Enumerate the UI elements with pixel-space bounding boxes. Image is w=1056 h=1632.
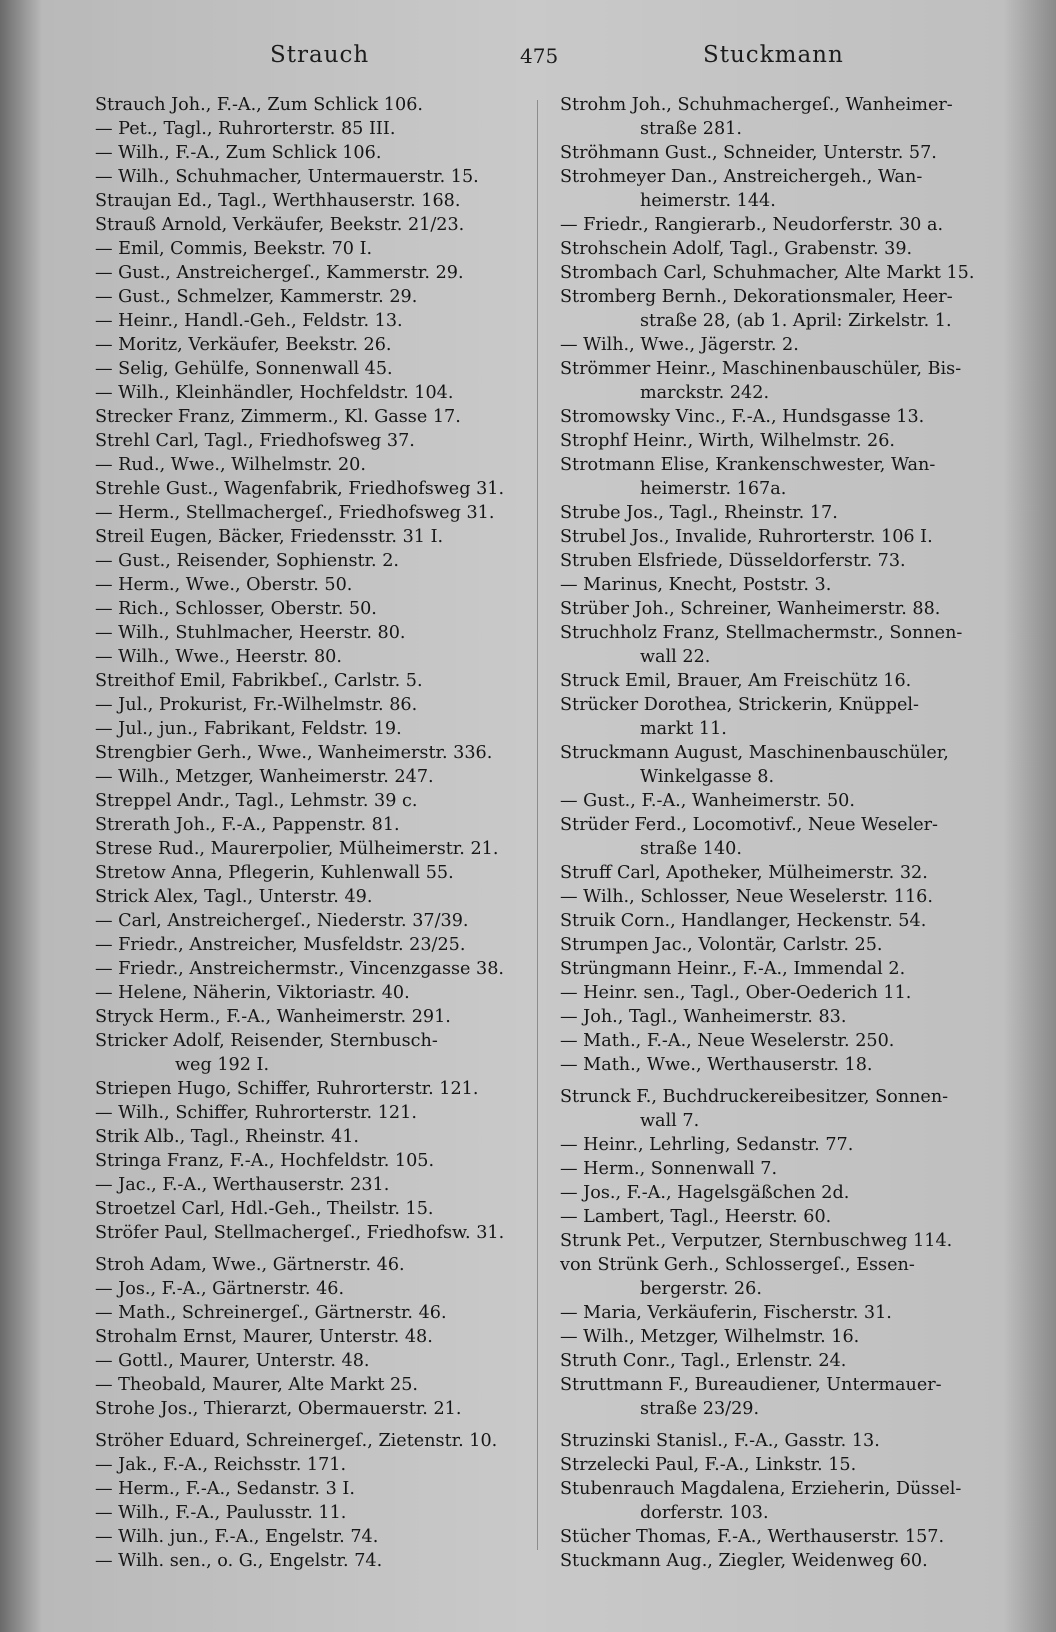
- directory-entry: [95, 765, 525, 789]
- directory-entry: [95, 357, 525, 381]
- directory-entry: [560, 1301, 990, 1325]
- entry-text: — Helene, Näherin, Viktoriastr. 40.: [95, 983, 410, 1003]
- entry-text: Strohmeyer Dan., Anstreichergeh., Wan-: [560, 167, 923, 187]
- entry-text: Stücher Thomas, F.-A., Werthauserstr. 157.: [560, 1527, 945, 1547]
- directory-entry: [95, 1501, 525, 1525]
- entry-text: — Gottl., Maurer, Unterstr. 48.: [95, 1351, 370, 1371]
- entry-text: — Friedr., Anstreicher, Musfeldstr. 23/25.: [95, 935, 466, 955]
- directory-entry: [95, 1277, 525, 1301]
- directory-entry: [95, 861, 525, 885]
- entry-continuation: markt 11.: [640, 719, 727, 739]
- entry-text: — Wilh. sen., o. G., Engelstr. 74.: [95, 1551, 383, 1571]
- directory-entry: [95, 1325, 525, 1349]
- entry-text: — Gust., Schmelzer, Kammerstr. 29.: [95, 287, 418, 307]
- directory-entry: [560, 1373, 990, 1421]
- entry-text: Striepen Hugo, Schiffer, Ruhrorterstr. 121.: [95, 1079, 479, 1099]
- entry-text: — Gust., Reisender, Sophienstr. 2.: [95, 551, 399, 571]
- directory-entry: [95, 933, 525, 957]
- directory-entry: [95, 549, 525, 573]
- entry-text: — Wilh. jun., F.-A., Engelstr. 74.: [95, 1527, 379, 1547]
- page-number: 475: [520, 44, 559, 68]
- directory-entry: [560, 1085, 990, 1133]
- directory-entry: [560, 789, 990, 813]
- directory-entry: [560, 501, 990, 525]
- directory-entry: [95, 141, 525, 165]
- directory-entry: [95, 237, 525, 261]
- directory-entry: [95, 261, 525, 285]
- entry-text: von Strünk Gerh., Schlossergeſ., Essen-: [560, 1255, 915, 1275]
- entry-text: — Wilh., F.-A., Zum Schlick 106.: [95, 143, 382, 163]
- entry-text: Stubenrauch Magdalena, Erzieherin, Düssel-: [560, 1479, 962, 1499]
- entry-continuation: straße 281.: [640, 119, 742, 139]
- entry-text: — Rich., Schlosser, Oberstr. 50.: [95, 599, 377, 619]
- directory-entry: [95, 525, 525, 549]
- directory-entry: [95, 1429, 525, 1453]
- directory-entry: [95, 645, 525, 669]
- entry-text: Struth Conr., Tagl., Erlenstr. 24.: [560, 1351, 847, 1371]
- directory-entry: [560, 1157, 990, 1181]
- entry-text: — Jak., F.-A., Reichsstr. 171.: [95, 1455, 347, 1475]
- entry-continuation: wall 22.: [640, 647, 711, 667]
- directory-entry: [560, 213, 990, 237]
- entry-text: Strophf Heinr., Wirth, Wilhelmstr. 26.: [560, 431, 896, 451]
- entry-text: — Maria, Verkäuferin, Fischerstr. 31.: [560, 1303, 892, 1323]
- directory-entry: [560, 957, 990, 981]
- directory-entry: [560, 621, 990, 669]
- directory-entry: [560, 165, 990, 213]
- directory-entry: [95, 1301, 525, 1325]
- directory-entry: [95, 741, 525, 765]
- directory-entry: [95, 813, 525, 837]
- directory-entry: [560, 141, 990, 165]
- entry-text: Strücker Dorothea, Strickerin, Knüppel-: [560, 695, 919, 715]
- directory-entry: [95, 1029, 525, 1077]
- directory-entry: [95, 1397, 525, 1421]
- entry-text: Strunck F., Buchdruckereibesitzer, Sonnen-: [560, 1087, 949, 1107]
- entry-text: Strik Alb., Tagl., Rheinstr. 41.: [95, 1127, 359, 1147]
- entry-continuation: wall 7.: [640, 1111, 700, 1131]
- entry-text: — Moritz, Verkäufer, Beekstr. 26.: [95, 335, 392, 355]
- entry-text: Struttmann F., Bureaudiener, Untermauer-: [560, 1375, 942, 1395]
- entry-text: Strömmer Heinr., Maschinenbauschüler, Bis-: [560, 359, 962, 379]
- directory-entry: [95, 717, 525, 741]
- directory-entry: [95, 1197, 525, 1221]
- entry-text: Strumpen Jac., Volontär, Carlstr. 25.: [560, 935, 883, 955]
- directory-entry: [560, 1181, 990, 1205]
- directory-entry: [95, 573, 525, 597]
- entry-continuation: heimerstr. 167a.: [640, 479, 787, 499]
- entry-text: Strüngmann Heinr., F.-A., Immendal 2.: [560, 959, 906, 979]
- directory-entry: [560, 1205, 990, 1229]
- directory-entry: [95, 1125, 525, 1149]
- directory-entry: [560, 1525, 990, 1549]
- directory-entry: [95, 885, 525, 909]
- directory-entry: [95, 621, 525, 645]
- entry-text: — Emil, Commis, Beekstr. 70 I.: [95, 239, 373, 259]
- entry-text: Strick Alex, Tagl., Unterstr. 49.: [95, 887, 373, 907]
- entry-text: — Wilh., Schuhmacher, Untermauerstr. 15.: [95, 167, 479, 187]
- entry-text: — Selig, Gehülfe, Sonnenwall 45.: [95, 359, 393, 379]
- directory-entry: [95, 1221, 525, 1245]
- directory-entry: [95, 789, 525, 813]
- directory-entry: [95, 381, 525, 405]
- entry-text: — Jac., F.-A., Werthauserstr. 231.: [95, 1175, 390, 1195]
- entry-text: — Rud., Wwe., Wilhelmstr. 20.: [95, 455, 366, 475]
- directory-entry: [95, 501, 525, 525]
- directory-entry: [95, 669, 525, 693]
- entry-text: Streil Eugen, Bäcker, Friedensstr. 31 I.: [95, 527, 444, 547]
- entry-text: — Jul., jun., Fabrikant, Feldstr. 19.: [95, 719, 402, 739]
- entry-text: — Lambert, Tagl., Heerstr. 60.: [560, 1207, 832, 1227]
- entry-text: Strunk Pet., Verputzer, Sternbuschweg 114.: [560, 1231, 953, 1251]
- directory-entry: [95, 1349, 525, 1373]
- directory-entry: [560, 741, 990, 789]
- entry-text: Straujan Ed., Tagl., Werthhauserstr. 168.: [95, 191, 461, 211]
- entry-text: Stricker Adolf, Reisender, Sternbusch-: [95, 1031, 438, 1051]
- entry-text: — Jos., F.-A., Gärtnerstr. 46.: [95, 1279, 345, 1299]
- directory-entry: [95, 405, 525, 429]
- entry-text: Strüber Joh., Schreiner, Wanheimerstr. 88.: [560, 599, 941, 619]
- entry-text: — Marinus, Knecht, Poststr. 3.: [560, 575, 832, 595]
- directory-entry: [95, 1005, 525, 1029]
- directory-entry: [560, 573, 990, 597]
- entry-text: Strüder Ferd., Locomotivf., Neue Weseler-: [560, 815, 938, 835]
- entry-text: Stroh Adam, Wwe., Gärtnerstr. 46.: [95, 1255, 405, 1275]
- entry-text: Ströher Eduard, Schreinergeſ., Zietenstr. 10.: [95, 1431, 498, 1451]
- entry-continuation: straße 140.: [640, 839, 742, 859]
- entry-text: — Herm., F.-A., Sedanstr. 3 I.: [95, 1479, 355, 1499]
- directory-entry: [95, 213, 525, 237]
- entry-text: Strerath Joh., F.-A., Pappenstr. 81.: [95, 815, 400, 835]
- directory-entry: [95, 1549, 525, 1573]
- directory-entry: [560, 813, 990, 861]
- entry-text: — Wilh., Schiffer, Ruhrorterstr. 121.: [95, 1103, 417, 1123]
- entry-continuation: straße 23/29.: [640, 1399, 760, 1419]
- entry-text: — Heinr. sen., Tagl., Ober-Oederich 11.: [560, 983, 912, 1003]
- directory-entry: [560, 1133, 990, 1157]
- entry-continuation: bergerstr. 26.: [640, 1279, 762, 1299]
- entry-text: Strzelecki Paul, F.-A., Linkstr. 15.: [560, 1455, 857, 1475]
- entry-text: Strehle Gust., Wagenfabrik, Friedhofsweg 31.: [95, 479, 505, 499]
- directory-entry: [95, 693, 525, 717]
- entry-text: Struff Carl, Apotheker, Mülheimerstr. 32.: [560, 863, 928, 883]
- entry-text: — Jos., F.-A., Hagelsgäßchen 2d.: [560, 1183, 850, 1203]
- directory-entry: [95, 1453, 525, 1477]
- directory-entry: [560, 861, 990, 885]
- directory-entry: [95, 1253, 525, 1277]
- directory-entry: [560, 453, 990, 501]
- left-column: [95, 93, 525, 1573]
- directory-entry: [95, 957, 525, 981]
- directory-entry: [560, 669, 990, 693]
- entry-text: Strehl Carl, Tagl., Friedhofsweg 37.: [95, 431, 415, 451]
- entry-text: — Wilh., F.-A., Paulusstr. 11.: [95, 1503, 347, 1523]
- directory-entry: [560, 285, 990, 333]
- directory-entry: [560, 933, 990, 957]
- entry-text: — Pet., Tagl., Ruhrorterstr. 85 III.: [95, 119, 396, 139]
- entry-text: — Wilh., Metzger, Wilhelmstr. 16.: [560, 1327, 860, 1347]
- directory-entry: [560, 1453, 990, 1477]
- left-running-head: Strauch: [270, 42, 370, 68]
- directory-entry: [560, 261, 990, 285]
- entry-text: — Wilh., Stuhlmacher, Heerstr. 80.: [95, 623, 406, 643]
- directory-entry: [95, 909, 525, 933]
- directory-entry: [560, 1549, 990, 1573]
- entry-continuation: weg 192 I.: [175, 1055, 270, 1075]
- directory-entry: [95, 453, 525, 477]
- entry-text: — Heinr., Handl.-Geh., Feldstr. 13.: [95, 311, 403, 331]
- entry-text: — Herm., Sonnenwall 7.: [560, 1159, 778, 1179]
- right-running-head: Stuckmann: [703, 42, 844, 68]
- entry-text: — Herm., Wwe., Oberstr. 50.: [95, 575, 353, 595]
- entry-text: Struik Corn., Handlanger, Heckenstr. 54.: [560, 911, 927, 931]
- directory-entry: [95, 165, 525, 189]
- directory-entry: [560, 237, 990, 261]
- directory-entry: [560, 1005, 990, 1029]
- directory-entry: [560, 1253, 990, 1301]
- entry-continuation: marckstr. 242.: [640, 383, 770, 403]
- directory-entry: [560, 333, 990, 357]
- directory-entry: [560, 1429, 990, 1453]
- entry-text: Stringa Franz, F.-A., Hochfeldstr. 105.: [95, 1151, 435, 1171]
- directory-entry: [560, 885, 990, 909]
- directory-entry: [95, 285, 525, 309]
- entry-text: Struchholz Franz, Stellmachermstr., Sonnen-: [560, 623, 963, 643]
- entry-text: Strubel Jos., Invalide, Ruhrorterstr. 106 I.: [560, 527, 933, 547]
- entry-text: — Jul., Prokurist, Fr.-Wilhelmstr. 86.: [95, 695, 418, 715]
- entry-text: Ströhmann Gust., Schneider, Unterstr. 57.: [560, 143, 937, 163]
- entry-text: — Carl, Anstreichergeſ., Niederstr. 37/39.: [95, 911, 469, 931]
- page-header: [90, 42, 970, 82]
- entry-text: — Joh., Tagl., Wanheimerstr. 83.: [560, 1007, 847, 1027]
- directory-entry: [560, 549, 990, 573]
- directory-entry: [95, 1101, 525, 1125]
- entry-text: Strohe Jos., Thierarzt, Obermauerstr. 21.: [95, 1399, 462, 1419]
- entry-text: Strengbier Gerh., Wwe., Wanheimerstr. 336.: [95, 743, 493, 763]
- entry-text: Struck Emil, Brauer, Am Freischütz 16.: [560, 671, 912, 691]
- directory-entry: [95, 1173, 525, 1197]
- directory-entry: [560, 693, 990, 741]
- directory-entry: [95, 1077, 525, 1101]
- entry-text: Strohalm Ernst, Maurer, Unterstr. 48.: [95, 1327, 433, 1347]
- directory-entry: [95, 1477, 525, 1501]
- entry-continuation: Winkelgasse 8.: [640, 767, 775, 787]
- entry-continuation: straße 28, (ab 1. April: Zirkelstr. 1.: [640, 311, 952, 331]
- right-column: [560, 93, 990, 1573]
- entry-text: Strohm Joh., Schuhmachergeſ., Wanheimer-: [560, 95, 953, 115]
- directory-entry: [560, 1325, 990, 1349]
- entry-text: Stretow Anna, Pflegerin, Kuhlenwall 55.: [95, 863, 454, 883]
- entry-text: — Gust., Anstreichergeſ., Kammerstr. 29.: [95, 263, 464, 283]
- directory-entry: [560, 1477, 990, 1525]
- entry-text: Streppel Andr., Tagl., Lehmstr. 39 c.: [95, 791, 418, 811]
- entry-text: — Math., Schreinergeſ., Gärtnerstr. 46.: [95, 1303, 447, 1323]
- entry-text: — Friedr., Anstreichermstr., Vincenzgasse 38.: [95, 959, 505, 979]
- entry-text: Strauch Joh., F.-A., Zum Schlick 106.: [95, 95, 423, 115]
- entry-text: Streithof Emil, Fabrikbeſ., Carlstr. 5.: [95, 671, 423, 691]
- entry-text: Stuckmann Aug., Ziegler, Weidenweg 60.: [560, 1551, 928, 1571]
- directory-entry: [560, 1053, 990, 1077]
- entry-text: — Theobald, Maurer, Alte Markt 25.: [95, 1375, 419, 1395]
- directory-entry: [95, 429, 525, 453]
- entry-text: — Wilh., Kleinhändler, Hochfeldstr. 104.: [95, 383, 454, 403]
- directory-entry: [560, 909, 990, 933]
- entry-text: — Wilh., Wwe., Jägerstr. 2.: [560, 335, 799, 355]
- directory-entry: [95, 1373, 525, 1397]
- entry-text: Strecker Franz, Zimmerm., Kl. Gasse 17.: [95, 407, 461, 427]
- entry-text: Struckmann August, Maschinenbauschüler,: [560, 743, 949, 763]
- entry-text: Stroetzel Carl, Hdl.-Geh., Theilstr. 15.: [95, 1199, 434, 1219]
- directory-entry: [560, 981, 990, 1005]
- directory-entry: [560, 525, 990, 549]
- entry-text: — Heinr., Lehrling, Sedanstr. 77.: [560, 1135, 854, 1155]
- directory-entry: [560, 405, 990, 429]
- directory-entry: [560, 429, 990, 453]
- entry-continuation: dorferstr. 103.: [640, 1503, 769, 1523]
- directory-entry: [95, 117, 525, 141]
- directory-entry: [95, 1525, 525, 1549]
- directory-entry: [560, 597, 990, 621]
- entry-text: — Herm., Stellmachergeſ., Friedhofsweg 31.: [95, 503, 495, 523]
- entry-text: — Wilh., Wwe., Heerstr. 80.: [95, 647, 342, 667]
- directory-entry: [95, 837, 525, 861]
- directory-entry: [560, 357, 990, 405]
- directory-entry: [560, 1229, 990, 1253]
- entry-text: Ströfer Paul, Stellmachergeſ., Friedhofsw. 31.: [95, 1223, 505, 1243]
- entry-text: Stromberg Bernh., Dekorationsmaler, Heer-: [560, 287, 953, 307]
- entry-text: Struzinski Stanisl., F.-A., Gasstr. 13.: [560, 1431, 880, 1451]
- directory-entry: [95, 333, 525, 357]
- entry-text: Strohschein Adolf, Tagl., Grabenstr. 39.: [560, 239, 913, 259]
- directory-entry: [95, 93, 525, 117]
- entry-text: — Wilh., Schlosser, Neue Weselerstr. 116.: [560, 887, 933, 907]
- directory-entry: [95, 1149, 525, 1173]
- entry-text: — Wilh., Metzger, Wanheimerstr. 247.: [95, 767, 434, 787]
- entry-text: Strube Jos., Tagl., Rheinstr. 17.: [560, 503, 838, 523]
- entry-text: Stryck Herm., F.-A., Wanheimerstr. 291.: [95, 1007, 451, 1027]
- entry-text: — Math., Wwe., Werthauserstr. 18.: [560, 1055, 873, 1075]
- directory-entry: [95, 981, 525, 1005]
- entry-text: Strese Rud., Maurerpolier, Mülheimerstr. 21.: [95, 839, 499, 859]
- column-divider: [537, 100, 538, 1550]
- entry-text: — Math., F.-A., Neue Weselerstr. 250.: [560, 1031, 895, 1051]
- entry-text: Strotmann Elise, Krankenschwester, Wan-: [560, 455, 936, 475]
- directory-entry: [95, 597, 525, 621]
- directory-entry: [95, 189, 525, 213]
- entry-text: Struben Elsfriede, Düsseldorferstr. 73.: [560, 551, 906, 571]
- entry-text: Strauß Arnold, Verkäufer, Beekstr. 21/23.: [95, 215, 465, 235]
- entry-text: Strombach Carl, Schuhmacher, Alte Markt 15.: [560, 263, 975, 283]
- directory-entry: [95, 477, 525, 501]
- directory-entry: [560, 1349, 990, 1373]
- entry-text: Stromowsky Vinc., F.-A., Hundsgasse 13.: [560, 407, 925, 427]
- directory-entry: [560, 93, 990, 141]
- entry-text: — Gust., F.-A., Wanheimerstr. 50.: [560, 791, 855, 811]
- entry-text: — Friedr., Rangierarb., Neudorferstr. 30 a.: [560, 215, 944, 235]
- directory-entry: [560, 1029, 990, 1053]
- directory-entry: [95, 309, 525, 333]
- entry-continuation: heimerstr. 144.: [640, 191, 776, 211]
